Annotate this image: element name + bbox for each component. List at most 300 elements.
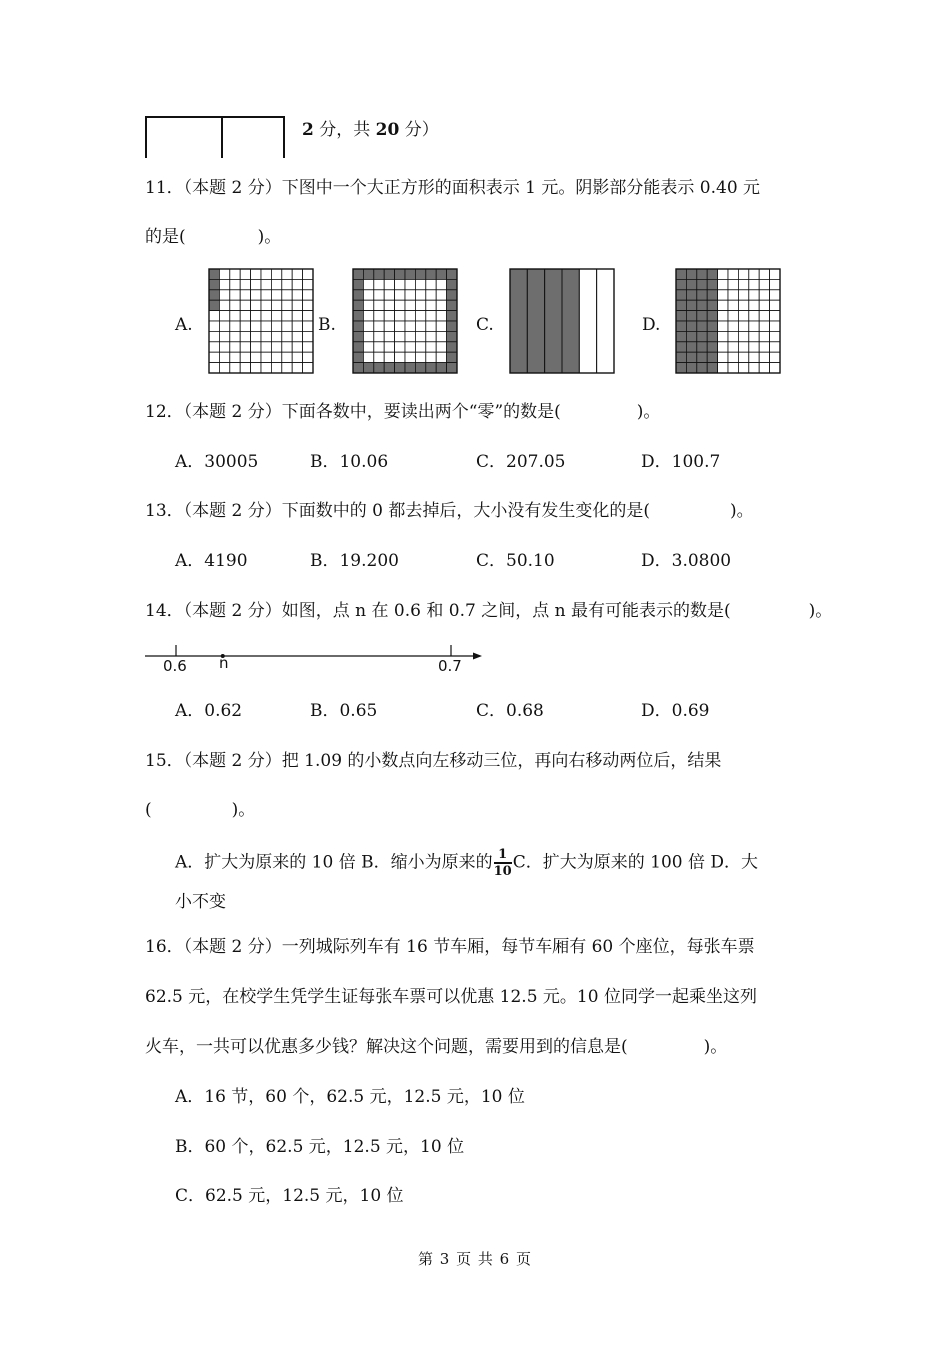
grid-cell: [282, 279, 292, 289]
grid-cell-shaded: [374, 363, 384, 373]
grid-cell: [282, 363, 292, 373]
grid-cell: [728, 331, 738, 341]
grid-cell: [384, 331, 394, 341]
grid-cell: [374, 311, 384, 321]
grid-cell: [415, 331, 425, 341]
grid-cell: [271, 311, 281, 321]
grid-cell: [738, 342, 748, 352]
grid-cell-shaded: [676, 352, 686, 362]
q11-option-b-label[interactable]: B.: [318, 315, 336, 335]
grid-cell: [251, 311, 261, 321]
grid-cell: [770, 279, 780, 289]
grid-cell: [426, 300, 436, 310]
grid-cell-shaded: [447, 279, 457, 289]
grid-cell: [363, 311, 373, 321]
q11-stem-line2: 的是( )。: [145, 227, 282, 247]
grid-cell: [251, 363, 261, 373]
grid-cell: [738, 363, 748, 373]
grid-cell: [759, 300, 769, 310]
q15-stem-line1: 15．（本题 2 分）把 1.09 的小数点向左移动三位，再向右移动两位后，结果: [145, 751, 722, 771]
grid-cell-shaded: [447, 363, 457, 373]
grid-cell: [436, 311, 446, 321]
grid-cell: [436, 342, 446, 352]
grid-cell: [770, 352, 780, 362]
grid-cell: [718, 279, 728, 289]
grid-cell: [230, 331, 240, 341]
score-text: 2 分，共 20 分）: [302, 120, 439, 140]
q16-stem-line3: 火车，一共可以优惠多少钱？解决这个问题，需要用到的信息是( )。: [145, 1037, 728, 1057]
grid-cell: [303, 342, 313, 352]
q15-options-line1: [175, 848, 758, 878]
q14-option-a[interactable]: A．0.62: [175, 701, 243, 721]
grid-cell: [303, 363, 313, 373]
grid-cell: [292, 321, 302, 331]
grid-cell: [738, 279, 748, 289]
grid-cell-shaded: [447, 269, 457, 279]
grid-cell: [770, 290, 780, 300]
grid-cell-shaded: [707, 352, 717, 362]
grid-cell: [426, 290, 436, 300]
grid-cell-shaded: [676, 279, 686, 289]
grid-cell: [738, 311, 748, 321]
grid-cell: [770, 321, 780, 331]
grid-cell-shaded: [697, 269, 707, 279]
q11-option-a-label[interactable]: A.: [175, 315, 193, 335]
grid-cell: [395, 300, 405, 310]
grid-cell: [303, 321, 313, 331]
grid-cell: [718, 363, 728, 373]
grid-cell: [749, 279, 759, 289]
grid-cell-shaded: [363, 363, 373, 373]
grid-cell: [240, 342, 250, 352]
grid-cell: [749, 311, 759, 321]
grid-cell: [759, 290, 769, 300]
grid-cell: [384, 290, 394, 300]
grid-cell: [759, 279, 769, 289]
grid-cell: [436, 321, 446, 331]
grid-cell: [384, 311, 394, 321]
grid-cell: [738, 290, 748, 300]
grid-cell: [718, 321, 728, 331]
grid-cell: [718, 331, 728, 341]
grid-cell: [738, 321, 748, 331]
grid-cell: [718, 290, 728, 300]
grid-cell: [770, 311, 780, 321]
grid-cell: [282, 269, 292, 279]
q14-option-b[interactable]: B．0.65: [310, 701, 378, 721]
grid-cell: [292, 279, 302, 289]
grid-cell: [749, 300, 759, 310]
grid-cell: [230, 269, 240, 279]
grid-cell: [749, 331, 759, 341]
grid-cell: [749, 290, 759, 300]
grid-cell: [219, 321, 229, 331]
grid-cell: [292, 269, 302, 279]
grid-cell-shaded: [447, 352, 457, 362]
grid-cell: [271, 279, 281, 289]
grid-cell: [261, 279, 271, 289]
grid-cell: [759, 321, 769, 331]
grid-cell: [240, 300, 250, 310]
grid-cell: [405, 321, 415, 331]
q13-option-b[interactable]: B．19.200: [310, 551, 399, 571]
grid-cell: [282, 331, 292, 341]
grid-cell: [718, 342, 728, 352]
grid-cell-shaded: [415, 269, 425, 279]
grid-cell: [219, 300, 229, 310]
grid-cell-shaded: [676, 321, 686, 331]
grid-cell: [426, 331, 436, 341]
grid-cell: [219, 342, 229, 352]
grid-cell-shaded: [676, 290, 686, 300]
grid-cell: [770, 269, 780, 279]
grid-cell-shaded: [447, 290, 457, 300]
grid-cell-shaded: [353, 311, 363, 321]
grid-cell: [303, 269, 313, 279]
grid-cell: [271, 331, 281, 341]
q14-option-d[interactable]: D．0.69: [641, 701, 710, 721]
q11-option-d-label[interactable]: D.: [642, 315, 661, 335]
grid-cell: [426, 321, 436, 331]
grid-cell-shaded: [707, 290, 717, 300]
grid-cell-shaded: [209, 269, 219, 279]
grid-cell: [770, 363, 780, 373]
q15-options-cd[interactable]: C．扩大为原来的 100 倍 D．大: [512, 852, 759, 873]
grid-cell: [436, 279, 446, 289]
grid-cell-shaded: [353, 321, 363, 331]
grid-cell-shaded: [353, 363, 363, 373]
grid-cell: [230, 300, 240, 310]
grid-cell: [728, 269, 738, 279]
grid-cell: [230, 290, 240, 300]
grid-cell: [282, 311, 292, 321]
grid-cell: [251, 290, 261, 300]
q12-option-c[interactable]: C．207.05: [476, 452, 566, 472]
grid-cell-shaded: [395, 363, 405, 373]
grid-cell: [405, 311, 415, 321]
page-footer: 第 3 页 共 6 页: [418, 1250, 532, 1268]
grid-cell: [251, 321, 261, 331]
q16-option-b[interactable]: B．60 个，62.5 元，12.5 元，10 位: [175, 1137, 465, 1157]
grid-cell: [415, 321, 425, 331]
grid-cell-shaded: [697, 279, 707, 289]
grid-cell: [759, 352, 769, 362]
q16-option-c[interactable]: C．62.5 元，12.5 元，10 位: [175, 1186, 404, 1206]
grid-cell: [738, 300, 748, 310]
grid-cell: [395, 311, 405, 321]
score-table: [145, 116, 285, 158]
grid-cell: [240, 279, 250, 289]
grid-cell: [363, 290, 373, 300]
q11-option-c-label[interactable]: C.: [476, 315, 494, 335]
grid-cell: [261, 331, 271, 341]
q11-grid-a: [209, 269, 315, 373]
grid-cell: [240, 311, 250, 321]
q12-stem: 12．（本题 2 分）下面各数中，要读出两个“零”的数是( )。: [145, 402, 661, 422]
grid-cell: [426, 279, 436, 289]
grid-cell: [718, 269, 728, 279]
grid-cell: [395, 321, 405, 331]
q13-option-d[interactable]: D．3.0800: [641, 551, 732, 571]
grid-cell: [728, 279, 738, 289]
grid-cell-shaded: [209, 290, 219, 300]
q14-stem: 14．（本题 2 分）如图，点 n 在 0.6 和 0.7 之间，点 n 最有可能表示的数是( )。: [145, 601, 833, 621]
grid-cell-shaded: [415, 363, 425, 373]
grid-cell-shaded: [686, 290, 696, 300]
grid-cell: [395, 279, 405, 289]
grid-cell: [436, 331, 446, 341]
q11-grid-b: [353, 269, 459, 373]
grid-cell-shaded: [447, 331, 457, 341]
grid-cell: [219, 269, 229, 279]
grid-cell-shaded: [353, 342, 363, 352]
grid-cell-shaded: [353, 269, 363, 279]
grid-cell: [292, 352, 302, 362]
grid-cell: [363, 331, 373, 341]
grid-cell: [405, 279, 415, 289]
grid-cell: [395, 290, 405, 300]
grid-cell: [749, 269, 759, 279]
strip: [579, 269, 596, 373]
grid-cell-shaded: [676, 269, 686, 279]
grid-cell: [738, 269, 748, 279]
grid-cell: [395, 331, 405, 341]
grid-cell: [230, 279, 240, 289]
grid-cell: [219, 331, 229, 341]
grid-cell: [426, 352, 436, 362]
strip-shaded: [545, 269, 562, 373]
grid-cell: [728, 290, 738, 300]
grid-cell: [230, 363, 240, 373]
q12-option-a[interactable]: A．30005: [175, 452, 259, 472]
grid-cell: [363, 342, 373, 352]
grid-cell-shaded: [707, 300, 717, 310]
grid-cell: [261, 300, 271, 310]
q14-option-c[interactable]: C．0.68: [476, 701, 544, 721]
grid-cell-shaded: [436, 363, 446, 373]
grid-cell-shaded: [353, 300, 363, 310]
grid-cell-shaded: [395, 269, 405, 279]
grid-cell-shaded: [676, 311, 686, 321]
grid-cell: [718, 311, 728, 321]
fraction-one-tenth: $\frac{1}{10}$: [493, 847, 512, 879]
grid-cell: [405, 352, 415, 362]
grid-cell: [251, 342, 261, 352]
grid-cell: [759, 363, 769, 373]
grid-cell-shaded: [447, 311, 457, 321]
grid-cell-shaded: [707, 321, 717, 331]
q16-stem-line1: 16．（本题 2 分）一列城际列车有 16 节车厢，每节车厢有 60 个座位，每张车票: [145, 937, 755, 957]
grid-cell: [374, 279, 384, 289]
grid-cell: [282, 342, 292, 352]
grid-cell: [426, 342, 436, 352]
grid-cell: [770, 342, 780, 352]
grid-cell: [292, 300, 302, 310]
grid-cell: [230, 352, 240, 362]
grid-cell: [209, 321, 219, 331]
grid-cell: [728, 300, 738, 310]
grid-cell: [261, 363, 271, 373]
grid-cell: [219, 279, 229, 289]
grid-cell-shaded: [686, 331, 696, 341]
grid-cell: [738, 352, 748, 362]
grid-cell: [251, 279, 261, 289]
grid-cell: [282, 300, 292, 310]
grid-cell-shaded: [686, 321, 696, 331]
grid-cell: [240, 331, 250, 341]
grid-cell: [240, 321, 250, 331]
grid-cell: [436, 290, 446, 300]
grid-cell-shaded: [676, 342, 686, 352]
grid-cell: [749, 352, 759, 362]
grid-cell-shaded: [707, 342, 717, 352]
grid-cell: [363, 352, 373, 362]
strip-shaded: [510, 269, 527, 373]
grid-cell-shaded: [447, 321, 457, 331]
grid-cell: [209, 352, 219, 362]
grid-cell: [405, 290, 415, 300]
grid-cell-shaded: [353, 279, 363, 289]
strip-shaded: [527, 269, 544, 373]
grid-cell-shaded: [384, 363, 394, 373]
grid-cell: [759, 331, 769, 341]
grid-cell: [303, 331, 313, 341]
score-total: 20: [375, 120, 400, 140]
grid-cell: [728, 342, 738, 352]
grid-cell: [209, 311, 219, 321]
grid-cell: [759, 342, 769, 352]
grid-cell-shaded: [686, 342, 696, 352]
grid-cell: [415, 290, 425, 300]
q11-stem-line1: 11．（本题 2 分）下图中一个大正方形的面积表示 1 元。阴影部分能表示 0.40 元: [145, 178, 761, 198]
grid-cell: [271, 352, 281, 362]
grid-cell: [759, 311, 769, 321]
q16-option-a[interactable]: A．16 节，60 个，62.5 元，12.5 元，10 位: [175, 1087, 525, 1107]
grid-cell: [374, 342, 384, 352]
grid-cell: [395, 352, 405, 362]
grid-cell-shaded: [676, 331, 686, 341]
grid-cell: [271, 321, 281, 331]
q13-stem: 13．（本题 2 分）下面数中的 0 都去掉后，大小没有发生变化的是( )。: [145, 501, 754, 521]
grid-cell: [303, 300, 313, 310]
grid-cell-shaded: [436, 269, 446, 279]
q13-option-c[interactable]: C．50.10: [476, 551, 555, 571]
grid-cell-shaded: [676, 300, 686, 310]
grid-cell: [219, 363, 229, 373]
grid-cell: [759, 269, 769, 279]
grid-cell-shaded: [447, 300, 457, 310]
grid-cell: [230, 321, 240, 331]
grid-cell: [728, 363, 738, 373]
grid-cell: [230, 311, 240, 321]
grid-cell-shaded: [697, 290, 707, 300]
grid-cell-shaded: [707, 363, 717, 373]
grid-cell-shaded: [686, 352, 696, 362]
grid-cell-shaded: [697, 363, 707, 373]
strip-shaded: [562, 269, 579, 373]
grid-cell: [209, 342, 219, 352]
q15-stem-line2: ( )。: [145, 800, 256, 820]
q12-option-b[interactable]: B．10.06: [310, 452, 389, 472]
q12-option-d[interactable]: D．100.7: [641, 452, 721, 472]
grid-cell-shaded: [209, 300, 219, 310]
grid-cell: [240, 269, 250, 279]
grid-cell-shaded: [686, 300, 696, 310]
grid-cell: [219, 352, 229, 362]
grid-cell: [415, 311, 425, 321]
grid-cell: [240, 363, 250, 373]
grid-cell: [292, 290, 302, 300]
strip: [597, 269, 614, 373]
grid-cell-shaded: [676, 363, 686, 373]
grid-cell: [436, 300, 446, 310]
q11-grid-d: [676, 269, 782, 373]
grid-cell: [271, 363, 281, 373]
grid-cell-shaded: [384, 269, 394, 279]
grid-cell: [209, 331, 219, 341]
grid-cell: [415, 300, 425, 310]
grid-cell-shaded: [209, 279, 219, 289]
number-line-label-start: 0.6: [163, 657, 187, 675]
number-line-label-end: 0.7: [438, 657, 462, 675]
grid-cell: [271, 300, 281, 310]
grid-cell: [770, 300, 780, 310]
grid-cell: [251, 300, 261, 310]
grid-cell: [384, 352, 394, 362]
grid-cell-shaded: [697, 331, 707, 341]
grid-cell: [261, 321, 271, 331]
grid-cell: [271, 342, 281, 352]
grid-cell: [219, 311, 229, 321]
grid-cell: [384, 300, 394, 310]
grid-cell: [718, 352, 728, 362]
grid-cell: [728, 352, 738, 362]
grid-cell: [384, 279, 394, 289]
grid-cell: [738, 331, 748, 341]
grid-cell-shaded: [405, 269, 415, 279]
grid-cell: [261, 342, 271, 352]
grid-cell: [292, 311, 302, 321]
grid-cell: [749, 342, 759, 352]
grid-cell: [251, 331, 261, 341]
grid-cell: [374, 321, 384, 331]
grid-cell: [374, 331, 384, 341]
grid-cell: [374, 352, 384, 362]
q15-options-ab[interactable]: A．扩大为原来的 10 倍 B．缩小为原来的: [175, 852, 493, 873]
grid-cell: [282, 352, 292, 362]
q13-option-a[interactable]: A．4190: [175, 551, 248, 571]
grid-cell: [718, 300, 728, 310]
grid-cell-shaded: [686, 269, 696, 279]
grid-cell: [251, 269, 261, 279]
grid-cell: [384, 321, 394, 331]
number-line-label-n: n: [219, 654, 229, 672]
q11-grid-c: [510, 269, 614, 373]
grid-cell: [292, 363, 302, 373]
grid-cell-shaded: [697, 342, 707, 352]
score-per-question: 2: [302, 120, 314, 140]
q15-options-line2[interactable]: 小不变: [175, 892, 226, 912]
grid-cell: [261, 311, 271, 321]
grid-cell: [282, 321, 292, 331]
grid-cell-shaded: [697, 352, 707, 362]
grid-cell-shaded: [707, 279, 717, 289]
grid-cell: [230, 342, 240, 352]
grid-cell: [271, 269, 281, 279]
grid-cell: [282, 290, 292, 300]
grid-cell: [271, 290, 281, 300]
grid-cell-shaded: [374, 269, 384, 279]
